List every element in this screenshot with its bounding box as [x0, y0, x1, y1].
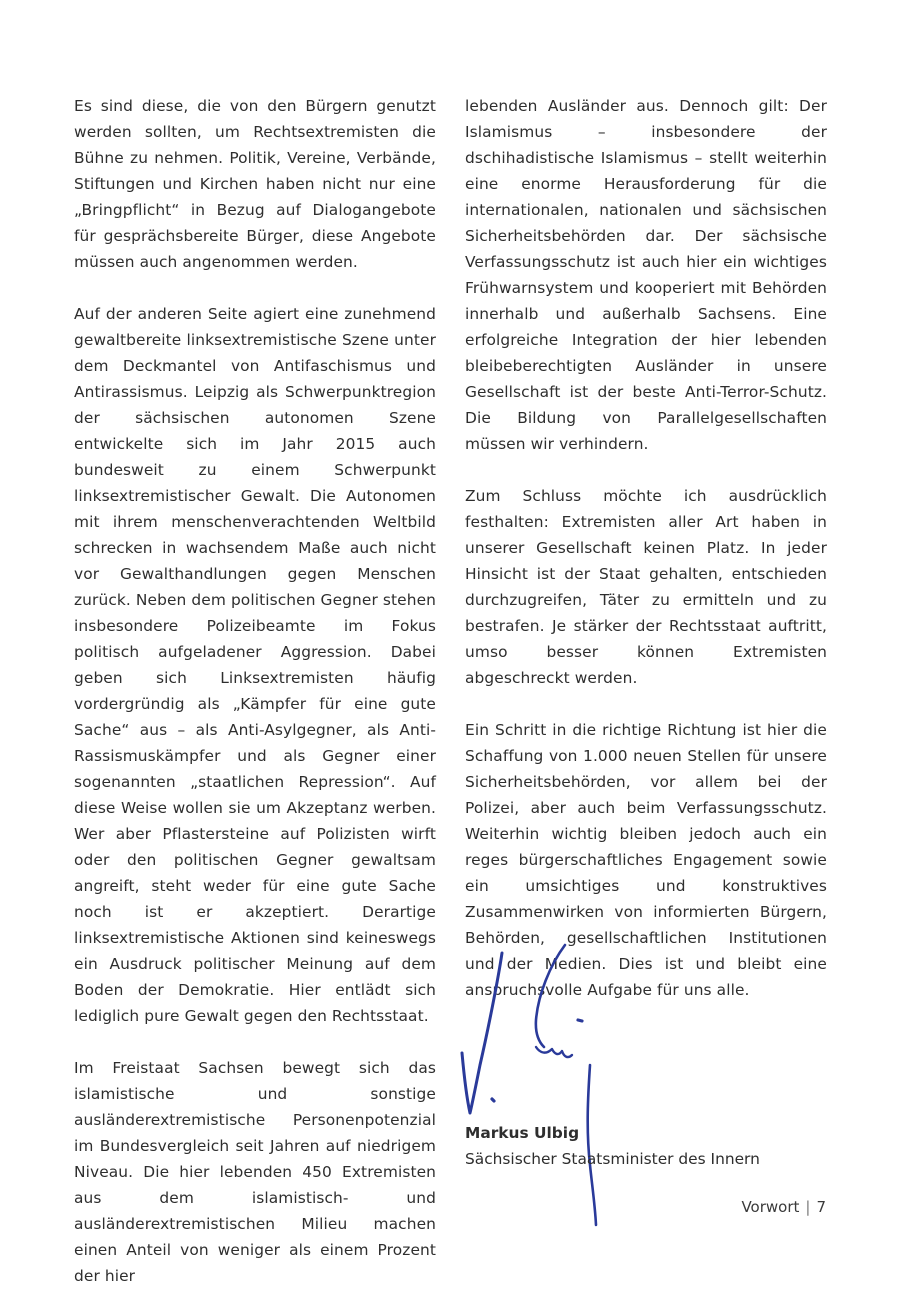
footer-separator: |: [805, 1198, 811, 1216]
left-column: [74, 93, 436, 1315]
page-number: 7: [816, 1198, 826, 1216]
right-column: [465, 93, 827, 1029]
signatory-name: Markus Ulbig: [465, 1124, 580, 1142]
paragraph: Ein Schritt in die richtige Richtung ist hier die Schaffung von 1.000 neuen Stellen für unsere Sicherheitsbehörden, vor allem bei der Polizei, aber auch beim Verfassungsschutz. Weiterhin wichtig bleiben jedoch auch ein reges bürgerschaftliches Engagement sowie ein umsichtiges und konstruktives Zusammenwirken von informierten Bürgern, Behörden, gesellschaftlichen Institutionen und der Medien. Dies ist und bleibt eine anspruchsvolle Aufgabe für uns alle.: [465, 721, 827, 999]
signatory-title: Sächsischer Staatsminister des Innern: [465, 1150, 760, 1168]
footer-section: Vorwort: [741, 1198, 800, 1216]
page-footer: [741, 1198, 826, 1216]
signatory-block: [465, 1120, 760, 1172]
paragraph: lebenden Ausländer aus. Dennoch gilt: Der Islamismus – insbesondere der dschihadistische Islamismus – stellt weiterhin eine enorme Herausforderung für die internationalen, nationalen und sächsischen Sicherheitsbehörden dar. Der sächsische Verfassungsschutz ist auch hier ein wichtiges Frühwarnsystem und kooperiert mit Behörden innerhalb und außerhalb Sachsens. Eine erfolgreiche Integration der hier lebenden bleibeberechtigten Ausländer in unsere Gesellschaft ist der beste Anti-Terror-Schutz. Die Bildung von Parallelgesellschaften müssen wir verhindern.: [465, 97, 827, 453]
paragraph: Es sind diese, die von den Bürgern genutzt werden sollten, um Rechtsextremisten die Bühne zu nehmen. Politik, Vereine, Verbände, Stiftungen und Kirchen haben nicht nur eine „Bringpflicht“ in Bezug auf Dialogangebote für gesprächsbereite Bürger, diese Angebote müssen auch angenommen werden.: [74, 97, 436, 271]
handwritten-signature: [440, 935, 640, 1230]
paragraph: Zum Schluss möchte ich ausdrücklich festhalten: Extremisten aller Art haben in unserer Gesellschaft keinen Platz. In jeder Hinsicht ist der Staat gehalten, entschieden durchzugreifen, Täter zu ermitteln und zu bestrafen. Je stärker der Rechtsstaat auftritt, umso besser können Extremisten abgeschreckt werden.: [465, 487, 827, 687]
paragraph: Im Freistaat Sachsen bewegt sich das islamistische und sonstige ausländerextremistische Personenpotenzial im Bundesvergleich seit Jahren auf niedrigem Niveau. Die hier lebenden 450 Extremisten aus dem islamistisch- und ausländerextremistischen Milieu machen einen Anteil von weniger als einem Prozent der hier: [74, 1059, 436, 1285]
paragraph: Auf der anderen Seite agiert eine zunehmend gewaltbereite linksextremistische Szene unter dem Deckmantel von Antifaschismus und Antirassismus. Leipzig als Schwerpunktregion der sächsischen autonomen Szene entwickelte sich im Jahr 2015 auch bundesweit zu einem Schwerpunkt linksextremistischer Gewalt. Die Autonomen mit ihrem menschenverachtenden Weltbild schrecken in wachsendem Maße auch nicht vor Gewalthandlungen gegen Menschen zurück. Neben dem politischen Gegner stehen insbesondere Polizeibeamte im Fokus politisch aufgeladener Aggression. Dabei geben sich Linksextremisten häufig vordergründig als „Kämpfer für eine gute Sache“ aus – als Anti-Asylgegner, als Anti-Rassismuskämpfer und als Gegner einer sogenannten „staatlichen Repression“. Auf diese Weise wollen sie um Akzeptanz werben. Wer aber Pflastersteine auf Polizisten wirft oder den politischen Gegner gewaltsam angreift, steht weder für eine gute Sache noch ist er akzeptiert. Derartige linksextremistische Aktionen sind keineswegs ein Ausdruck politischer Meinung auf dem Boden der Demokratie. Hier entlädt sich lediglich pure Gewalt gegen den Rechtsstaat.: [74, 305, 436, 1025]
